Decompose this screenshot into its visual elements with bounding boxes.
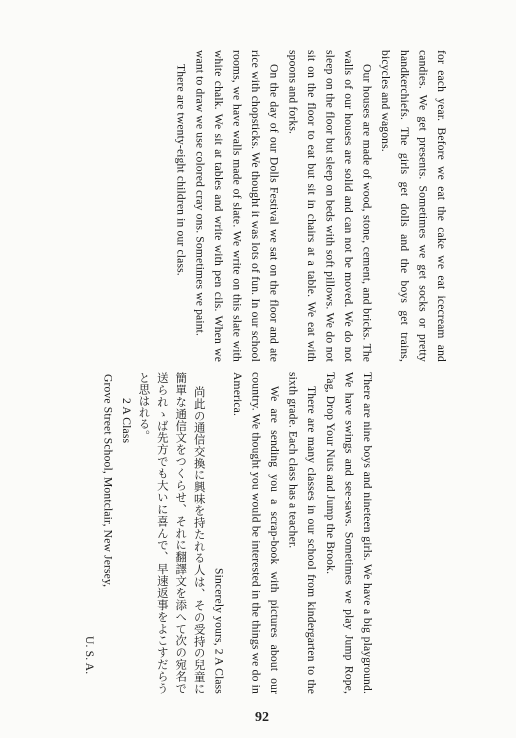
paragraph-class-size: There are twenty-eight children in our class. bbox=[174, 63, 188, 276]
paragraph-dolls-festival: On the day of our Dolls Festival we sat on the floor and ate rice with chopsticks. We thought it was lots of fun. In our school rooms, we have walls made of slate. We write on this slate with white chalk. We sit at tables and write with pen cils. When we want to draw we use colored cray ons. Sometimes we paint. bbox=[193, 50, 281, 362]
paragraph-houses: Our houses are made of wood, stone, cement, and bricks. The walls of our houses are solid and can not be moved. We do not sleep on the floor but sleep on beds with soft pillows. We do not sit on the floor to eat but sit in chairs at a table. We eat with spoons and forks. bbox=[286, 50, 374, 362]
signature-line: Sincerely yours, 2 A Class bbox=[212, 568, 226, 694]
school-address: Grove Street School, Montclair, New Jersey, bbox=[101, 374, 115, 588]
japanese-note: 尚此の通信交換に興味を持たれる人は、その受持の兒童に簡單な通信文をつくらせ、それに翻譯文を添へて次の宛名で送られゝば先方でも大いに喜んで、早速返事をよこすだらうと思はれる。 bbox=[137, 372, 207, 694]
class-line: 2 A Class bbox=[120, 397, 134, 443]
lower-text-column bbox=[79, 372, 376, 694]
country-line: U. S. A. bbox=[82, 635, 96, 674]
paragraph-scrapbook: We are sending you a scrap-book with pictures about our country. We thought you would be interested in the things we do in America. bbox=[230, 372, 282, 694]
upper-text-column bbox=[171, 50, 450, 362]
page-number: 92 bbox=[255, 710, 269, 725]
paragraph-classes: There are many classes in our school from kindergarten to the sixth grade. Each class has a teacher. bbox=[286, 372, 319, 694]
paragraph-birthday: for each year. Before we eat the cake we eat icecream and candies. We get presents. Sometimes we get socks or pretty handkerchiefs. The girls get dolls and the boys get trains, bicycles and wagons. bbox=[379, 50, 448, 362]
paragraph-playground: There are nine boys and nineteen girls. We have a big playground. We have swings and see-saws. Sometimes we play Jump Rope, Tag, Drop Your Nuts and Jump the Brook. bbox=[323, 372, 374, 694]
